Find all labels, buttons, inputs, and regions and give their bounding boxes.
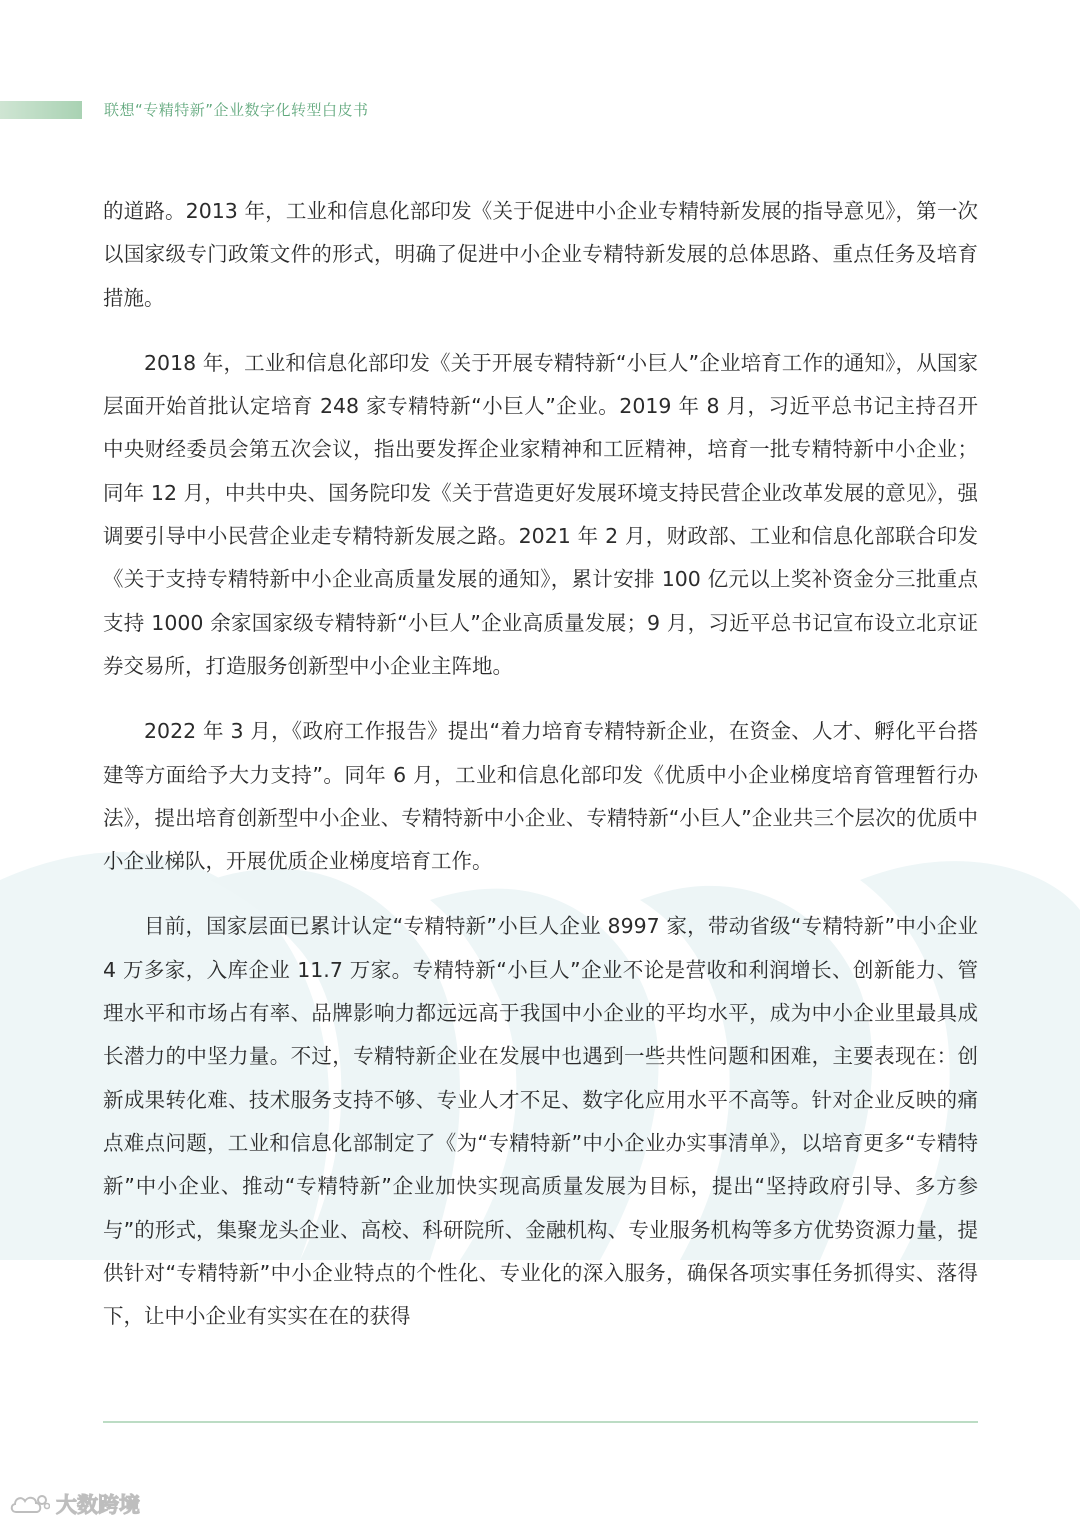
body-text: [103, 190, 978, 1360]
header-title: 联想“专精特新”企业数字化转型白皮书: [104, 101, 369, 119]
paragraph: 2022 年 3 月，《政府工作报告》提出“着力培育专精特新企业，在资金、人才、孵化平台搭建等方面给予大力支持”。同年 6 月，工业和信息化部印发《优质中小企业梯度培育管理暂行办法》，提出培育创新型中小企业、专精特新中小企业、专精特新“小巨人”企业共三个层次的优质中小企业梯队，开展优质企业梯度培育工作。: [103, 719, 978, 874]
header-accent-bar: [0, 101, 82, 119]
paragraph: 目前，国家层面已累计认定“专精特新”小巨人企业 8997 家，带动省级“专精特新”中小企业 4 万多家，入库企业 11.7 万家。专精特新“小巨人”企业不论是营收和利润增长、创新能力、管理水平和市场占有率、品牌影响力都远远高于我国中小企业的平均水平，成为中小企业里最具成长潜力的中坚力量。不过，专精特新企业在发展中也遇到一些共性问题和困难，主要表现在：创新成果转化难、技术服务支持不够、专业人才不足、数字化应用水平不高等。针对企业反映的痛点难点问题，工业和信息化部制定了《为“专精特新”中小企业办实事清单》，以培育更多“专精特新”中小企业、推动“专精特新”企业加快实现高质量发展为目标，提出“坚持政府引导、多方参与”的形式，集聚龙头企业、高校、科研院所、金融机构、专业服务机构等多方优势资源力量，提供针对“专精特新”中小企业特点的个性化、专业化的深入服务，确保各项实事任务抓得实、落得下，让中小企业有实实在在的获得: [103, 914, 978, 1329]
paragraph: 2018 年，工业和信息化部印发《关于开展专精特新“小巨人”企业培育工作的通知》，从国家层面开始首批认定培育 248 家专精特新“小巨人”企业。2019 年 8 月，习近平总书记主持召开中央财经委员会第五次会议，指出要发挥企业家精神和工匠精神，培育一批专精特新中小企业；同年 12 月，中共中央、国务院印发《关于营造更好发展环境支持民营企业改革发展的意见》，强调要引导中小民营企业走专精特新发展之路。2021 年 2 月，财政部、工业和信息化部联合印发《关于支持专精特新中小企业高质量发展的通知》，累计安排 100 亿元以上奖补资金分三批重点支持 1000 余家国家级专精特新“小巨人”企业高质量发展；9 月，习近平总书记宣布设立北京证券交易所，打造服务创新型中小企业主阵地。: [103, 350, 978, 678]
footer-divider: [103, 1421, 978, 1423]
source-watermark: [8, 1492, 140, 1518]
cloud-logo-icon: [8, 1492, 50, 1518]
source-watermark-text: 大数跨境: [56, 1493, 140, 1517]
paragraph: 的道路。2013 年，工业和信息化部印发《关于促进中小企业专精特新发展的指导意见》，第一次以国家级专门政策文件的形式，明确了促进中小企业专精特新发展的总体思路、重点任务及培育措施。: [103, 199, 978, 310]
